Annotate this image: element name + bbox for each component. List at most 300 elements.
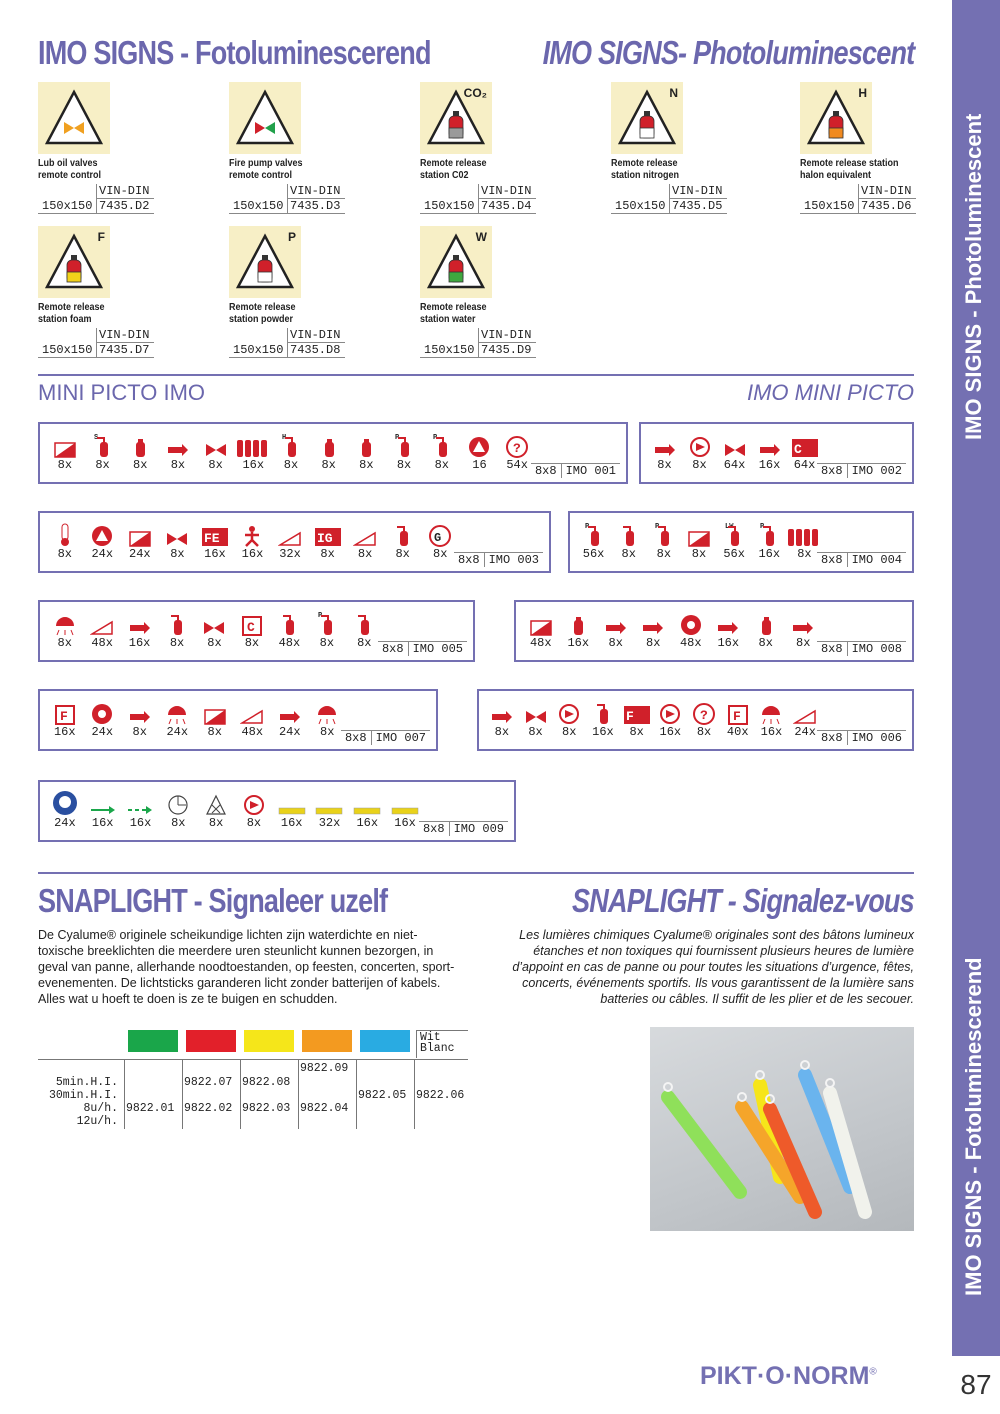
svg-text:?: ?	[513, 441, 521, 456]
picto-icon	[586, 697, 620, 725]
row-label: 12u/h.	[76, 1115, 118, 1128]
picto-qty: 32x	[279, 547, 301, 561]
picto-qty: 8x	[246, 816, 262, 830]
mini-picto-item	[611, 519, 646, 561]
picto-qty: 16x	[129, 816, 152, 830]
sidebar-bottom-text: IMO SIGNS - Fotoluminescerend	[961, 957, 986, 1296]
picto-icon	[654, 697, 688, 725]
lightstick-hook	[664, 1083, 672, 1091]
picto-qty: 16x	[394, 816, 416, 830]
lightsticks-photo	[650, 1027, 914, 1231]
mini-picto-item	[121, 430, 159, 472]
table-line	[124, 1059, 125, 1129]
imo-sign	[229, 82, 419, 214]
mini-picto-item	[196, 608, 233, 650]
mini-picto-item	[46, 608, 83, 650]
table-line	[414, 1059, 415, 1129]
lightstick-hook	[756, 1071, 764, 1079]
mini-picto-box	[38, 422, 628, 484]
mini-picto-code: 8x8 IMO 002	[817, 463, 906, 478]
mini-picto-item	[311, 788, 349, 830]
picto-icon	[682, 430, 717, 458]
picto-icon	[498, 430, 536, 458]
mini-picto-item	[122, 788, 160, 830]
sign-icon	[611, 82, 683, 154]
picto-icon	[687, 697, 721, 725]
picto-icon	[717, 430, 752, 458]
code-yellow-a: 9822.08	[242, 1076, 291, 1089]
mini-picto-code: 8x8 IMO 008	[817, 641, 906, 656]
mini-picto-item	[721, 697, 755, 739]
picto-icon	[611, 519, 646, 547]
picto-icon	[197, 430, 235, 458]
mini-picto-item	[84, 697, 122, 739]
picto-qty: 8x	[95, 458, 110, 472]
mini-picto-item	[717, 519, 752, 561]
picto-qty: 16x	[128, 636, 151, 650]
picto-icon	[346, 519, 384, 547]
mini-picto-item	[159, 788, 197, 830]
picto-icon	[461, 430, 499, 458]
sign-caption: Remote release station powder	[229, 302, 296, 325]
svg-text:C: C	[246, 620, 255, 635]
sign-letter: F	[97, 230, 105, 244]
mini-picto-item	[235, 788, 273, 830]
svg-text:IG: IG	[316, 531, 333, 546]
picto-icon	[717, 519, 752, 547]
mini-picto-item	[646, 519, 681, 561]
picto-icon	[423, 430, 461, 458]
mini-picto-item	[197, 430, 235, 472]
sign-code-table: VIN-DIN 150x150 7435.D7	[38, 328, 228, 358]
picto-qty: 8x	[357, 636, 372, 650]
picto-qty: 8x	[132, 725, 147, 739]
svg-text:C: C	[793, 442, 802, 457]
picto-qty: 8x	[692, 458, 707, 472]
imo-sign	[611, 82, 801, 214]
table-line	[356, 1059, 357, 1129]
warning-triangle-icon	[44, 232, 104, 292]
picto-icon	[84, 519, 122, 547]
mini-picto-item	[159, 430, 197, 472]
picto-qty: 8x	[691, 547, 707, 561]
page-number: 87	[952, 1356, 1000, 1414]
mini-picto-item	[620, 697, 654, 739]
picto-icon	[234, 519, 272, 547]
code-orange-b: 9822.04	[300, 1102, 349, 1115]
svg-text:F: F	[732, 709, 741, 724]
imo-sign	[420, 226, 610, 358]
picto-qty: 8x	[396, 458, 412, 472]
page-title-nl: IMO SIGNS - Fotoluminescerend	[38, 34, 431, 71]
mini-picto-item	[46, 519, 84, 561]
mini-picto-item	[271, 519, 309, 561]
svg-text:FE: FE	[203, 531, 220, 546]
picto-icon	[710, 608, 748, 636]
picto-qty: 8x	[656, 547, 672, 561]
picto-icon	[386, 788, 424, 816]
picto-qty: 8x	[208, 816, 224, 830]
picto-icon	[752, 519, 787, 547]
picto-qty: 8x	[319, 636, 335, 650]
warning-triangle-icon	[235, 232, 295, 292]
mini-picto-code: 8x8 IMO 001	[531, 463, 620, 478]
picto-icon	[787, 519, 822, 547]
picto-icon	[158, 608, 195, 636]
warning-triangle-icon	[617, 88, 677, 148]
picto-icon	[159, 519, 197, 547]
sign-caption: Remote release station halon equivalent	[800, 158, 899, 181]
sign-letter: CO₂	[463, 86, 487, 100]
picto-icon	[787, 430, 822, 458]
snap-text-fr: Les lumières chimiques Cyalume® originales sont des bâtons lumineux étanches et non toxiques qui fournissent plusieurs heures de lumière d’appoint en cas de panne ou pour toutes les situations d’urgence, fêtes, concerts, événements sportifs. Ils vous garantissent de la lumière sans batteries ou câbles. Il suffit de les plier et de les secouer.	[512, 928, 914, 1006]
mini-picto-item	[755, 697, 789, 739]
sign-icon	[38, 226, 110, 298]
picto-icon	[721, 697, 755, 725]
picto-qty: 8x	[646, 636, 661, 650]
svg-text:P: P	[654, 523, 660, 531]
mini-picto-item	[461, 430, 499, 472]
mini-picto-item	[83, 608, 120, 650]
mini-picto-item	[752, 519, 787, 561]
picto-qty: 8x	[696, 725, 712, 739]
picto-qty: 8x	[320, 725, 335, 739]
table-line	[240, 1059, 241, 1129]
picto-qty: 48x	[679, 636, 702, 650]
picto-icon	[576, 519, 611, 547]
white-label: Wit Blanc	[420, 1031, 455, 1055]
snap-title-fr: SNAPLIGHT - Signalez-vous	[572, 882, 914, 919]
color-swatch-green	[128, 1030, 178, 1052]
picto-qty: 48x	[91, 636, 113, 650]
picto-icon	[46, 788, 84, 816]
sign-icon	[420, 226, 492, 298]
picto-qty: 16x	[592, 725, 614, 739]
picto-qty: 16x	[760, 725, 783, 739]
picto-qty: 8x	[321, 458, 336, 472]
picto-qty: 8x	[320, 547, 335, 561]
sign-icon	[229, 226, 301, 298]
mini-picto-code: 8x8 IMO 005	[378, 641, 467, 656]
picto-qty: 24x	[278, 725, 301, 739]
sign-icon	[38, 82, 110, 154]
picto-icon	[346, 608, 383, 636]
mini-picto-item	[196, 519, 234, 561]
warning-triangle-icon	[235, 88, 295, 148]
table-line	[298, 1059, 299, 1129]
mini-picto-item	[273, 788, 311, 830]
mini-picto-code: 8x8 IMO 007	[341, 730, 430, 745]
picto-icon	[121, 697, 159, 725]
sign-icon	[800, 82, 872, 154]
picto-qty: 24x	[166, 725, 189, 739]
code-red-a: 9822.07	[184, 1076, 233, 1089]
picto-qty: 8x	[494, 725, 510, 739]
mini-picto-item	[346, 519, 384, 561]
mini-picto-item	[348, 788, 386, 830]
picto-qty: 8x	[357, 547, 373, 561]
picto-qty: 16x	[280, 816, 303, 830]
imo-sign	[38, 82, 228, 214]
sign-caption: Remote release station foam	[38, 302, 105, 325]
picto-icon	[159, 788, 197, 816]
picto-qty: 8x	[434, 458, 449, 472]
color-swatch-red	[186, 1030, 236, 1052]
mini-picto-item	[519, 697, 553, 739]
picto-icon	[309, 697, 347, 725]
sign-letter: N	[669, 86, 678, 100]
picto-qty: 8x	[57, 636, 72, 650]
divider	[38, 374, 914, 376]
mini-picto-item	[752, 430, 787, 472]
mini-picto-item	[717, 430, 752, 472]
mini-picto-item	[308, 608, 345, 650]
picto-icon	[84, 697, 122, 725]
sign-icon	[420, 82, 492, 154]
mini-picto-item	[710, 608, 748, 650]
picto-qty: 8x	[133, 458, 148, 472]
mini-picto-item	[46, 697, 84, 739]
sign-caption: Lub oil valves remote control	[38, 158, 102, 181]
picto-icon	[646, 519, 681, 547]
picto-icon	[522, 608, 560, 636]
divider	[38, 872, 914, 874]
picto-icon	[348, 788, 386, 816]
picto-qty: 16	[472, 458, 487, 472]
picto-icon	[235, 788, 273, 816]
mini-picto-item	[485, 697, 519, 739]
picto-icon	[273, 788, 311, 816]
picto-icon	[597, 608, 635, 636]
svg-text:P: P	[432, 434, 437, 442]
picto-qty: 8x	[57, 547, 72, 561]
mini-picto-item	[84, 788, 122, 830]
mini-picto-box	[38, 689, 438, 751]
picto-icon	[519, 697, 553, 725]
mini-picto-item	[560, 608, 598, 650]
sign-code-table: VIN-DIN 150x150 7435.D5	[611, 184, 801, 214]
mini-picto-item	[158, 608, 195, 650]
mini-picto-code: 8x8 IMO 003	[454, 552, 543, 567]
mini-picto-item	[747, 608, 785, 650]
picto-icon	[196, 519, 234, 547]
picto-icon	[159, 697, 197, 725]
picto-qty: 24x	[91, 725, 114, 739]
picto-qty: 24x	[54, 816, 76, 830]
snap-text-nl: De Cyalume® originele scheikundige lichten zijn waterdichte en niet- toxische breeklichten die meerdere uren steunlicht kunnen bezorgen, in geval van panne, allerhande noodtoestanden, op feesten, concerten, sport- evenementen. De lichtsticks garanderen licht zonder batterijen of kabels. Alles wat u hoeft te doen is ze te buigen en schudden.	[38, 928, 455, 1006]
svg-text:P: P	[760, 523, 765, 531]
picto-icon	[272, 430, 310, 458]
picto-icon	[485, 697, 519, 725]
picto-qty: 24x	[91, 547, 114, 561]
color-swatch-orange	[302, 1030, 352, 1052]
lightstick-hook	[826, 1079, 834, 1087]
picto-qty: 16x	[356, 816, 379, 830]
picto-icon	[46, 608, 83, 636]
picto-icon	[672, 608, 710, 636]
mini-picto-item	[271, 608, 308, 650]
picto-icon	[681, 519, 716, 547]
picto-icon	[234, 430, 272, 458]
picto-qty: 8x	[207, 636, 222, 650]
picto-qty: 64x	[723, 458, 746, 472]
picto-icon	[552, 697, 586, 725]
mini-picto-item	[271, 697, 309, 739]
svg-text:H: H	[281, 434, 287, 442]
picto-qty: 16x	[241, 547, 264, 561]
sign-code-table: VIN-DIN 150x150 7435.D3	[229, 184, 419, 214]
picto-icon	[647, 430, 682, 458]
picto-icon	[755, 697, 789, 725]
picto-qty: 32x	[318, 816, 341, 830]
mini-picto-item	[681, 519, 716, 561]
picto-icon	[788, 697, 822, 725]
picto-qty: 16x	[204, 547, 226, 561]
picto-qty: 16x	[242, 458, 265, 472]
mini-title-en: IMO MINI PICTO	[746, 380, 914, 405]
mini-picto-item	[310, 430, 348, 472]
picto-qty: 8x	[169, 636, 185, 650]
sign-code-table: VIN-DIN 150x150 7435.D6	[800, 184, 990, 214]
picto-icon	[83, 608, 120, 636]
mini-picto-item	[384, 519, 422, 561]
picto-icon	[46, 519, 84, 547]
picto-qty: 48x	[529, 636, 552, 650]
mini-picto-item	[233, 608, 270, 650]
sign-letter: P	[287, 230, 296, 244]
picto-qty: 16x	[758, 458, 781, 472]
picto-qty: 54x	[506, 458, 528, 472]
picto-icon	[233, 608, 270, 636]
color-swatch-blue	[360, 1030, 410, 1052]
mini-picto-item	[597, 608, 635, 650]
picto-icon	[348, 430, 386, 458]
mini-picto-item	[348, 430, 386, 472]
picto-icon	[121, 608, 158, 636]
row-label: 30min.H.I.	[48, 1089, 118, 1102]
picto-qty: 48x	[278, 636, 301, 650]
mini-picto-item	[197, 788, 235, 830]
svg-text:F: F	[59, 709, 68, 724]
mini-picto-box	[38, 780, 516, 842]
sign-code-table: VIN-DIN 150x150 7435.D4	[420, 184, 610, 214]
picto-qty: 8x	[283, 458, 299, 472]
row-label: 5min.H.I.	[55, 1076, 118, 1089]
mini-picto-item	[654, 697, 688, 739]
mini-picto-item	[576, 519, 611, 561]
sign-code-table: VIN-DIN 150x150 7435.D2	[38, 184, 228, 214]
picto-icon	[785, 608, 823, 636]
picto-icon	[421, 519, 459, 547]
mini-picto-item	[552, 697, 586, 739]
mini-picto-item	[121, 519, 159, 561]
sidebar-top-text: IMO SIGNS - Photoluminescent	[961, 113, 986, 440]
picto-qty: 24x	[129, 547, 151, 561]
code-blue: 9822.05	[358, 1089, 407, 1102]
imo-sign	[420, 82, 610, 214]
svg-text:G: G	[434, 531, 442, 545]
picto-qty: 8x	[758, 636, 773, 650]
picto-icon	[234, 697, 272, 725]
picto-qty: 8x	[57, 458, 73, 472]
mini-picto-item	[687, 697, 721, 739]
sign-code-table: VIN-DIN 150x150 7435.D9	[420, 328, 610, 358]
sign-letter: H	[858, 86, 867, 100]
sign-caption: Remote release station C02	[420, 158, 487, 181]
mini-picto-item	[522, 608, 560, 650]
mini-picto-box	[639, 422, 914, 484]
picto-qty: 8x	[171, 816, 186, 830]
mini-picto-box	[568, 511, 914, 573]
picto-qty: 16x	[53, 725, 76, 739]
mini-picto-code: 8x8 IMO 009	[419, 821, 508, 836]
mini-picto-item	[385, 430, 423, 472]
picto-icon	[122, 788, 160, 816]
picto-qty: 8x	[208, 458, 223, 472]
code-orange-a: 9822.09	[300, 1062, 349, 1075]
mini-title-nl: MINI PICTO IMO	[38, 380, 206, 405]
picto-qty: 8x	[244, 636, 260, 650]
mini-picto-item	[234, 430, 272, 472]
picto-icon	[560, 608, 598, 636]
picto-qty: 40x	[726, 725, 749, 739]
snaplight-table	[38, 1030, 478, 1140]
svg-text:S: S	[93, 434, 98, 442]
warning-triangle-icon	[806, 88, 866, 148]
picto-qty: 48x	[241, 725, 264, 739]
picto-icon	[46, 430, 84, 458]
picto-qty: 8x	[528, 725, 543, 739]
picto-qty: 8x	[170, 458, 186, 472]
sign-icon	[229, 82, 301, 154]
lightstick-hook	[738, 1093, 746, 1101]
picto-icon	[84, 430, 122, 458]
picto-icon	[159, 430, 197, 458]
picto-icon	[121, 519, 159, 547]
picto-qty: 24x	[794, 725, 816, 739]
picto-qty: 16x	[659, 725, 682, 739]
svg-text:P: P	[584, 523, 589, 531]
picto-qty: 8x	[170, 547, 185, 561]
brand-logo: PIKT·O·NORM®	[700, 1362, 877, 1390]
mini-picto-item	[46, 430, 84, 472]
picto-icon	[311, 788, 349, 816]
picto-qty: 16x	[567, 636, 590, 650]
picto-icon	[196, 608, 233, 636]
mini-picto-item	[159, 697, 197, 739]
svg-text:?: ?	[700, 708, 708, 723]
mini-picto-item	[635, 608, 673, 650]
sign-caption: Remote release station nitrogen	[611, 158, 680, 181]
picto-qty: 8x	[395, 547, 410, 561]
mini-picto-item	[84, 519, 122, 561]
picto-qty: 56x	[723, 547, 745, 561]
snap-title-nl: SNAPLIGHT - Signaleer uzelf	[38, 882, 388, 919]
picto-qty: 8x	[562, 725, 577, 739]
code-white: 9822.06	[416, 1089, 465, 1102]
picto-icon	[271, 608, 308, 636]
mini-picto-item	[234, 697, 272, 739]
mini-picto-code: 8x8 IMO 004	[817, 552, 906, 567]
picto-icon	[747, 608, 785, 636]
picto-qty: 8x	[796, 636, 811, 650]
lightstick-hook	[801, 1061, 809, 1069]
table-line	[182, 1059, 183, 1129]
picto-icon	[385, 430, 423, 458]
code-yellow-b: 9822.03	[242, 1102, 291, 1115]
picto-qty: 56x	[582, 547, 605, 561]
picto-icon	[197, 788, 235, 816]
